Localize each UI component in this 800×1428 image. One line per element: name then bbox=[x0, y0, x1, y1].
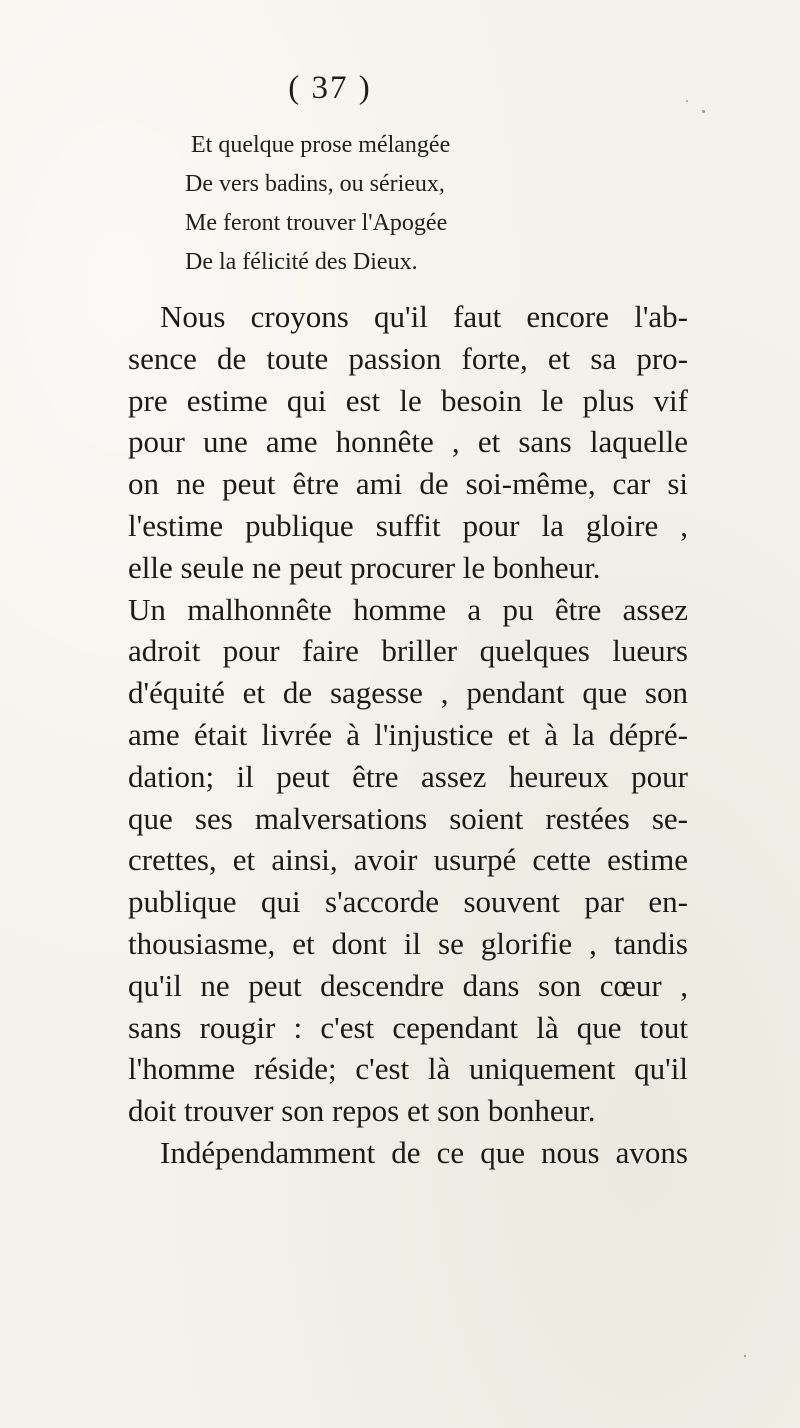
prose-line: d'équité et de sagesse , pendant que son bbox=[128, 675, 688, 711]
prose-line: adroit pour faire briller quelques lueurs bbox=[128, 633, 688, 669]
prose-line: publique qui s'accorde souvent par en- bbox=[128, 884, 688, 920]
prose-line: pour une ame honnête , et sans laquelle bbox=[128, 424, 688, 460]
prose-line: l'homme réside; c'est là uniquement qu'il bbox=[128, 1051, 688, 1087]
prose-line: thousiasme, et dont il se glorifie , tandis bbox=[128, 925, 688, 961]
verse-line: Et quelque prose mélangée bbox=[191, 132, 451, 158]
print-speck bbox=[702, 110, 705, 113]
prose-line: qu'il ne peut descendre dans son cœur , bbox=[128, 967, 688, 1003]
page-number: ( 37 ) bbox=[288, 70, 372, 106]
verse-line: De vers badins, ou sérieux, bbox=[185, 171, 445, 197]
prose-body bbox=[128, 296, 688, 1174]
prose-line: ame était livrée à l'injustice et à la dépré- bbox=[128, 716, 688, 752]
prose-line: sence de toute passion forte, et sa pro- bbox=[128, 340, 688, 376]
prose-line: doit trouver son repos et son bonheur. bbox=[128, 1093, 596, 1129]
print-speck bbox=[744, 1355, 746, 1357]
verse-stanza bbox=[185, 126, 655, 282]
prose-line: pre estime qui est le besoin le plus vif bbox=[128, 382, 688, 418]
prose-line: crettes, et ainsi, avoir usurpé cette estime bbox=[128, 842, 688, 878]
verse-line: Me feront trouver l'Apogée bbox=[185, 210, 448, 236]
print-speck bbox=[686, 100, 688, 102]
verse-line: De la félicité des Dieux. bbox=[185, 249, 418, 275]
prose-line: que ses malversations soient restées se- bbox=[128, 800, 688, 836]
prose-line: sans rougir : c'est cependant là que tout bbox=[128, 1009, 688, 1045]
prose-line: dation; il peut être assez heureux pour bbox=[128, 758, 688, 794]
prose-line: Indépendamment de ce que nous avons bbox=[160, 1134, 688, 1170]
prose-line: on ne peut être ami de soi-même, car si bbox=[128, 466, 688, 502]
prose-line: elle seule ne peut procurer le bonheur. bbox=[128, 549, 601, 585]
prose-line: l'estime publique suffit pour la gloire , bbox=[128, 507, 688, 543]
prose-line: Un malhonnête homme a pu être assez bbox=[128, 591, 688, 627]
prose-line: Nous croyons qu'il faut encore l'ab- bbox=[160, 299, 688, 334]
